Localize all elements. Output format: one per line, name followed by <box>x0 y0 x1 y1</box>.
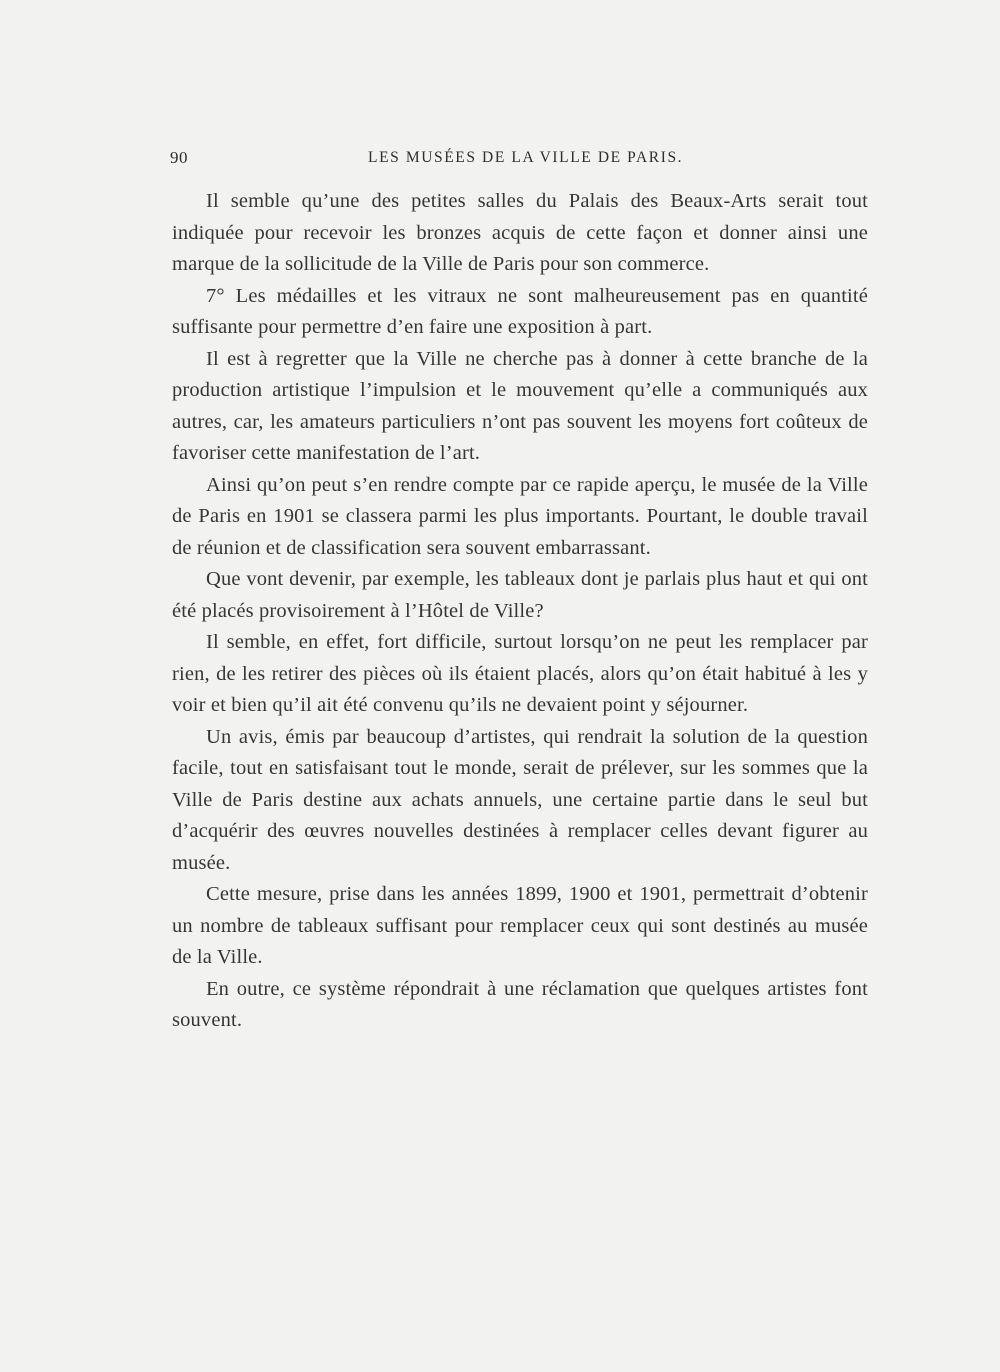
paragraph: Il semble qu’une des petites salles du Palais des Beaux-Arts serait tout indiquée pour recevoir les bronzes acquis de cette façon et donner ainsi une marque de la sollicitude de la Ville de Paris pour son commerce. <box>172 190 868 275</box>
page-number: 90 <box>170 148 188 167</box>
body-text <box>172 186 868 1037</box>
paragraph: 7° Les médailles et les vitraux ne sont malheureusement pas en quantité suffisante pour permettre d’en faire une exposition à part. <box>172 284 868 338</box>
paragraph: En outre, ce système répondrait à une réclamation que quelques artistes font souvent. <box>172 977 868 1031</box>
paragraph: Il est à regretter que la Ville ne cherche pas à donner à cette branche de la production artistique l’impulsion et le mouvement qu’elle a communiqués aux autres, car, les amateurs particuliers n’ont pas souvent les moyens fort coûteux de favoriser cette manifestation de l’art. <box>172 347 868 464</box>
paragraph: Un avis, émis par beaucoup d’artistes, qui rendrait la solution de la question facile, tout en satisfaisant tout le monde, serait de prélever, sur les sommes que la Ville de Paris destine aux achats annuels, une certaine partie dans le seul but d’acquérir des œuvres nouvelles destinées à remplacer celles devant figurer au musée. <box>172 725 868 874</box>
paragraph: Que vont devenir, par exemple, les tableaux dont je parlais plus haut et qui ont été placés provisoirement à l’Hôtel de Ville? <box>172 568 868 622</box>
paragraph: Cette mesure, prise dans les années 1899, 1900 et 1901, permettrait d’obtenir un nombre de tableaux suffisant pour remplacer ceux qui sont destinés au musée de la Ville. <box>172 883 868 968</box>
running-head <box>170 148 870 170</box>
paragraph: Il semble, en effet, fort difficile, surtout lorsqu’on ne peut les remplacer par rien, de les retirer des pièces où ils étaient placés, alors qu’on était habitué à les y voir et bien qu’il ait été convenu qu’ils ne devaient point y séjourner. <box>172 631 868 716</box>
running-title: LES MUSÉES DE LA VILLE DE PARIS. <box>368 149 684 166</box>
paragraph: Ainsi qu’on peut s’en rendre compte par ce rapide aperçu, le musée de la Ville de Paris en 1901 se classera parmi les plus importants. Pourtant, le double travail de réunion et de classification sera souvent embarrassant. <box>172 473 868 559</box>
